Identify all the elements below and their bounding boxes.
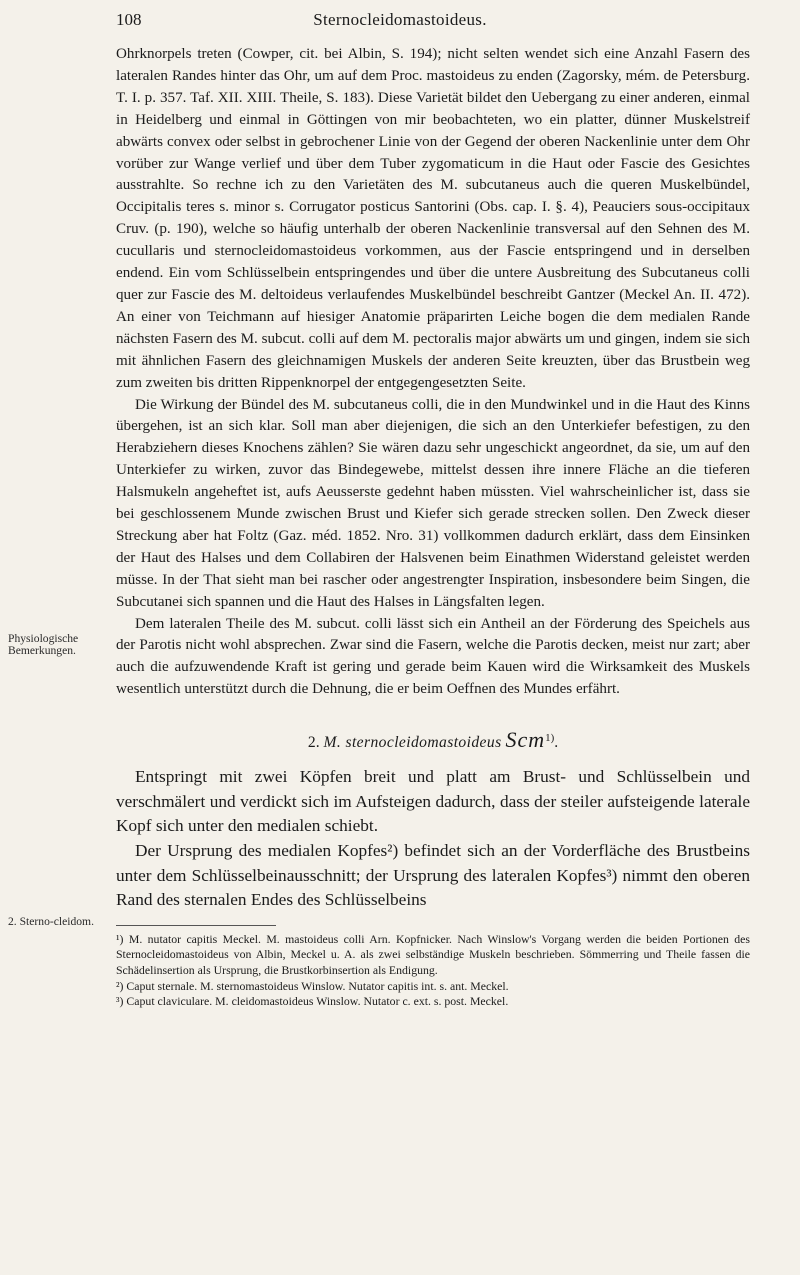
section-abbreviation: Scm bbox=[505, 727, 546, 753]
section-number: 2. bbox=[307, 734, 320, 752]
section-footnote-mark: 1) bbox=[545, 732, 555, 744]
margin-note-sterno-cleidom: 2. Sterno-cleidom. bbox=[8, 915, 94, 928]
footnote-2: ²) Caput sternale. M. sternomastoideus Winslow. Nutator capitis int. s. ant. Meckel. bbox=[116, 978, 509, 993]
paragraph-function: Die Wirkung der Bündel des M. subcutaneus colli, die in den Mundwinkel und in die Haut des Kinns übergehen, ist an sich klar. Soll man aber diejenigen, die sich an den Unterkiefer befestigen, zu den Herabziehern dieses Knochens zählen? Sie wären dazu sehr ungeschickt angeordnet, da sie, um auf den Unterkiefer zu wirken, zuvor das Bindegewebe, mittelst dessen ihre innere Fläche an die tieferen Halsmukeln angeheftet ist, aufs Aeusserste gedehnt haben müssten. Viel wahrscheinlicher ist, dass sie bei geschlossenem Munde zwischen Brust und Kiefer sich gerade strecken sollen. Den Zweck dieser Streckung aber hat Foltz (Gaz. méd. 1852. Nro. 31) vollkommen dadurch erklärt, dass dem Einsinken der Haut des Halses und dem Collabiren der Halsvenen beim Einathmen Widerstand geleistet werden müsse. In der That sieht man bei rascher oder angestrengter Inspiration, insbesondere beim Singen, die Subcutanei sich spannen und die Haut des Halses in Längsfalten legen. bbox=[116, 396, 750, 610]
page-header bbox=[0, 10, 800, 34]
footnote-divider bbox=[116, 925, 276, 926]
paragraph-varieties: Ohrknorpels treten (Cowper, cit. bei Albin, S. 194); nicht selten wendet sich eine Anzahl Fasern des lateralen Randes hinter das Ohr, um auf dem Proc. mastoideus zu enden (Zagorsky, mém. de Petersburg. T. I. p. 357. Taf. XII. XIII. Theile, S. 183). Diese Varietät bildet den Uebergang zu einer anderen, einmal in Heidelberg und einmal in Göttingen von mir beobachteten, wo ein platter, dünner Muskelstreif abwärts convex oder selbst in gebrochener Linie von der Gegend der oberen Nackenlinie unter dem Ohr vorüber zur Wange verlief und über dem Tuber zygomaticum in die Haut oder Fascie des Gesichtes ausstrahlte. So rechne ich zu den Varietäten des M. subcutaneus auch die queren Muskelbündel, Occipitalis teres s. minor s. Corrugator posticus Santorini (Obs. cap. I. §. 4), Peauciers sous-occipitaux Cruv. (p. 190), welche so häufig unterhalb der oberen Nackenlinie transversal auf den Sehnen des M. cucullaris und sternocleidomastoideus vorkommen, aus der Fascie entspringend und in derselben endend. Ein vom Schlüsselbein entspringendes und über die untere Ausbreitung des Subcutaneus colli quer zur Fascie des M. deltoideus verlaufendes Muskelbündel beschreibt Gantzer (Meckel An. II. 472). An einer von Teichmann auf hiesiger Anatomie präparirten Leiche bogen die dem medialen Rande nächsten Fasern des M. subcut. colli auf dem M. pectoralis major abwärts um und gingen, indem sie sich mit ähnlichen Fasern des gleichnamigen Muskels der anderen Seite kreuzten, über das Brustbein weg zum zweiten bis dritten Rippenknorpel der entgegengesetzten Seite. bbox=[116, 46, 750, 391]
page-number: 108 bbox=[116, 10, 142, 29]
section-heading: 2. M. sternocleidomastoideus Scm$^{1)}$. bbox=[307, 727, 559, 753]
paragraph-parotis: Dem lateralen Theile des M. subcut. colli lässt sich ein Antheil an der Förderung des Speichels aus der Parotis nicht wohl absprechen. Zwar sind die Fasern, welche die Parotis decken, meist nur zart; aber auch die aufzuwendende Kraft ist gering und gerade beim Kauen wird die Wirksamkeit des Muskels wesentlich unterstützt durch die Dehnung, die er beim Oeffnen des Mundes erfährt. bbox=[116, 615, 750, 698]
paragraph-origin-summary: Entspringt mit zwei Köpfen breit und platt am Brust- und Schlüsselbein und verschmälert und verdickt sich im Aufsteigen dadurch, dass der steiler aufsteigende laterale Kopf sich unter den medialen schiebt. bbox=[116, 767, 750, 836]
section-muscle-name: M. sternocleidomastoideus bbox=[323, 734, 502, 752]
footnote-1: ¹) M. nutator capitis Meckel. M. mastoideus colli Arn. Kopfnicker. Nach Winslow's Vorgang werden die beiden Portionen des Sternocleidomastoideus von Albin, Meckel u. A. als zwei selbständige Muskeln beschrieben. Sömmerring und Theile fassen die Schädelinsertion als Ursprung, die Brustkorbinsertion als Endigung. bbox=[116, 931, 750, 977]
paragraph-origin-detail: Der Ursprung des medialen Kopfes²) befindet sich an der Vorderfläche des Brustbeins unter dem Schlüsselbeinausschnitt; der Ursprung des lateralen Kopfes³) nimmt den oberen Rand des sternalen Endes des Schlüsselbeins bbox=[116, 840, 750, 910]
footnote-3: ³) Caput claviculare. M. cleidomastoideus Winslow. Nutator c. ext. s. post. Meckel. bbox=[116, 994, 509, 1009]
running-title: Sternocleidomastoideus. bbox=[313, 10, 487, 29]
page-body bbox=[116, 44, 750, 1010]
margin-note-physiological-remarks: Physiologische Bemerkungen. bbox=[8, 632, 79, 657]
